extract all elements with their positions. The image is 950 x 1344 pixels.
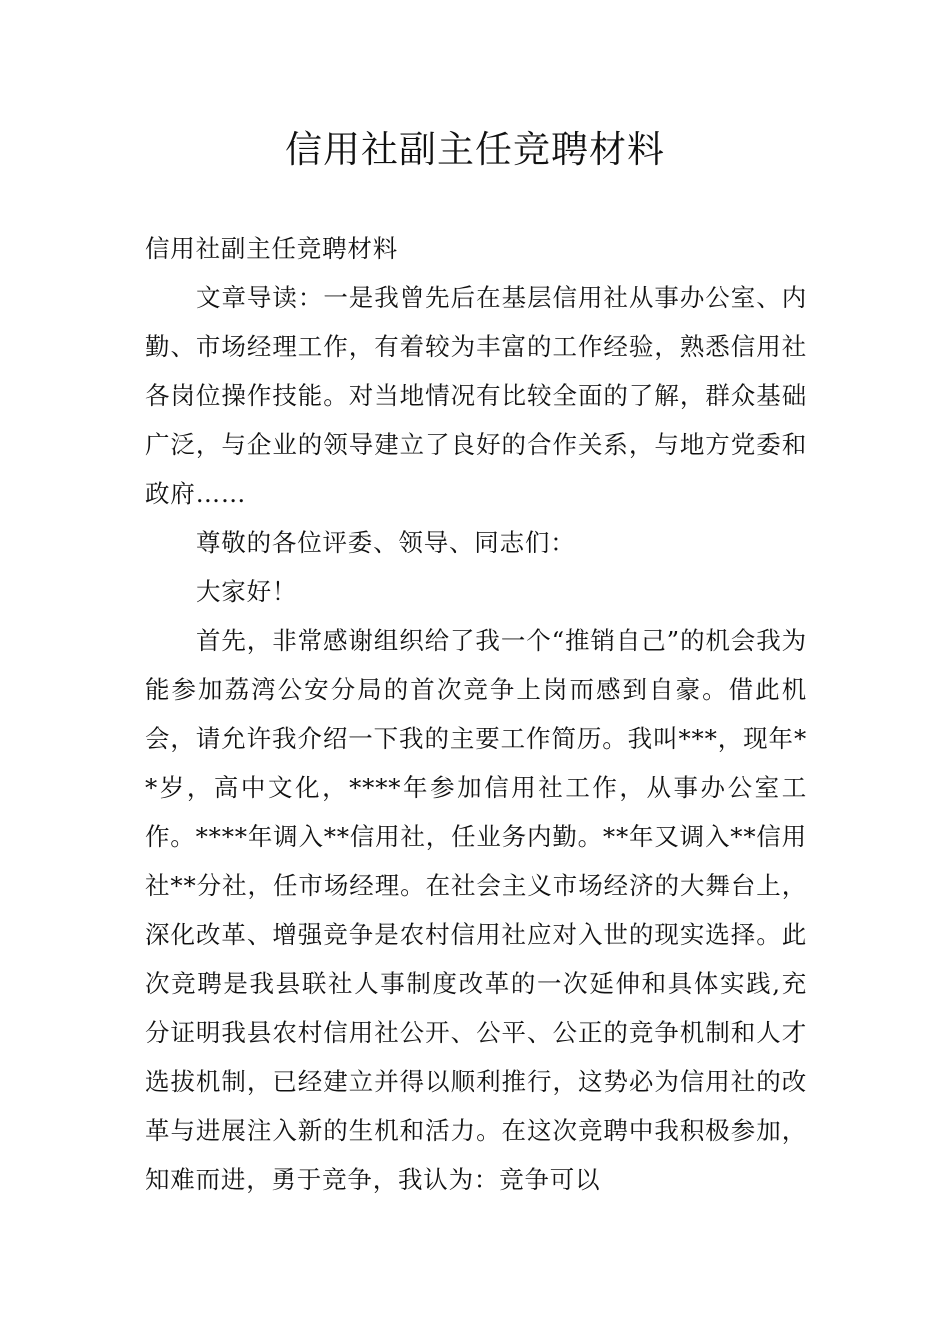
paragraph-intro: 文章导读：一是我曾先后在基层信用社从事办公室、内勤、市场经理工作，有着较为丰富的工作经验，熟悉信用社各岗位操作技能。对当地情况有比较全面的了解，群众基础广泛，与企业的领导建立了良好的合作关系，与地方党委和政府…… bbox=[145, 283, 807, 508]
document-body bbox=[145, 224, 807, 1204]
paragraph-main: 首先，非常感谢组织给了我一个“推销自己”的机会我为能参加荔湾公安分局的首次竞争上岗而感到自豪。借此机会，请允许我介绍一下我的主要工作简历。我叫***，现年**岁，高中文化，****年参加信用社工作，从事办公室工作。****年调入**信用社，任业务内勤。**年又调入**信用社**分社，任市场经理。在社会主义市场经济的大舞台上，深化改革、增强竞争是农村信用社应对入世的现实选择。此次竞聘是我县联社人事制度改革的一次延伸和具体实践,充分证明我县农村信用社公开、公平、公正的竞争机制和人才选拔机制，已经建立并得以顺利推行，这势必为信用社的改革与进展注入新的生机和活力。在这次竞聘中我积极参加，知难而进，勇于竞争，我认为：竞争可以 bbox=[145, 626, 807, 1194]
document-subtitle: 信用社副主任竞聘材料 bbox=[145, 234, 398, 263]
paragraph-salutation: 尊敬的各位评委、领导、同志们： bbox=[196, 528, 576, 557]
paragraph-greeting: 大家好！ bbox=[196, 577, 298, 606]
page-title: 信用社副主任竞聘材料 bbox=[285, 128, 665, 171]
